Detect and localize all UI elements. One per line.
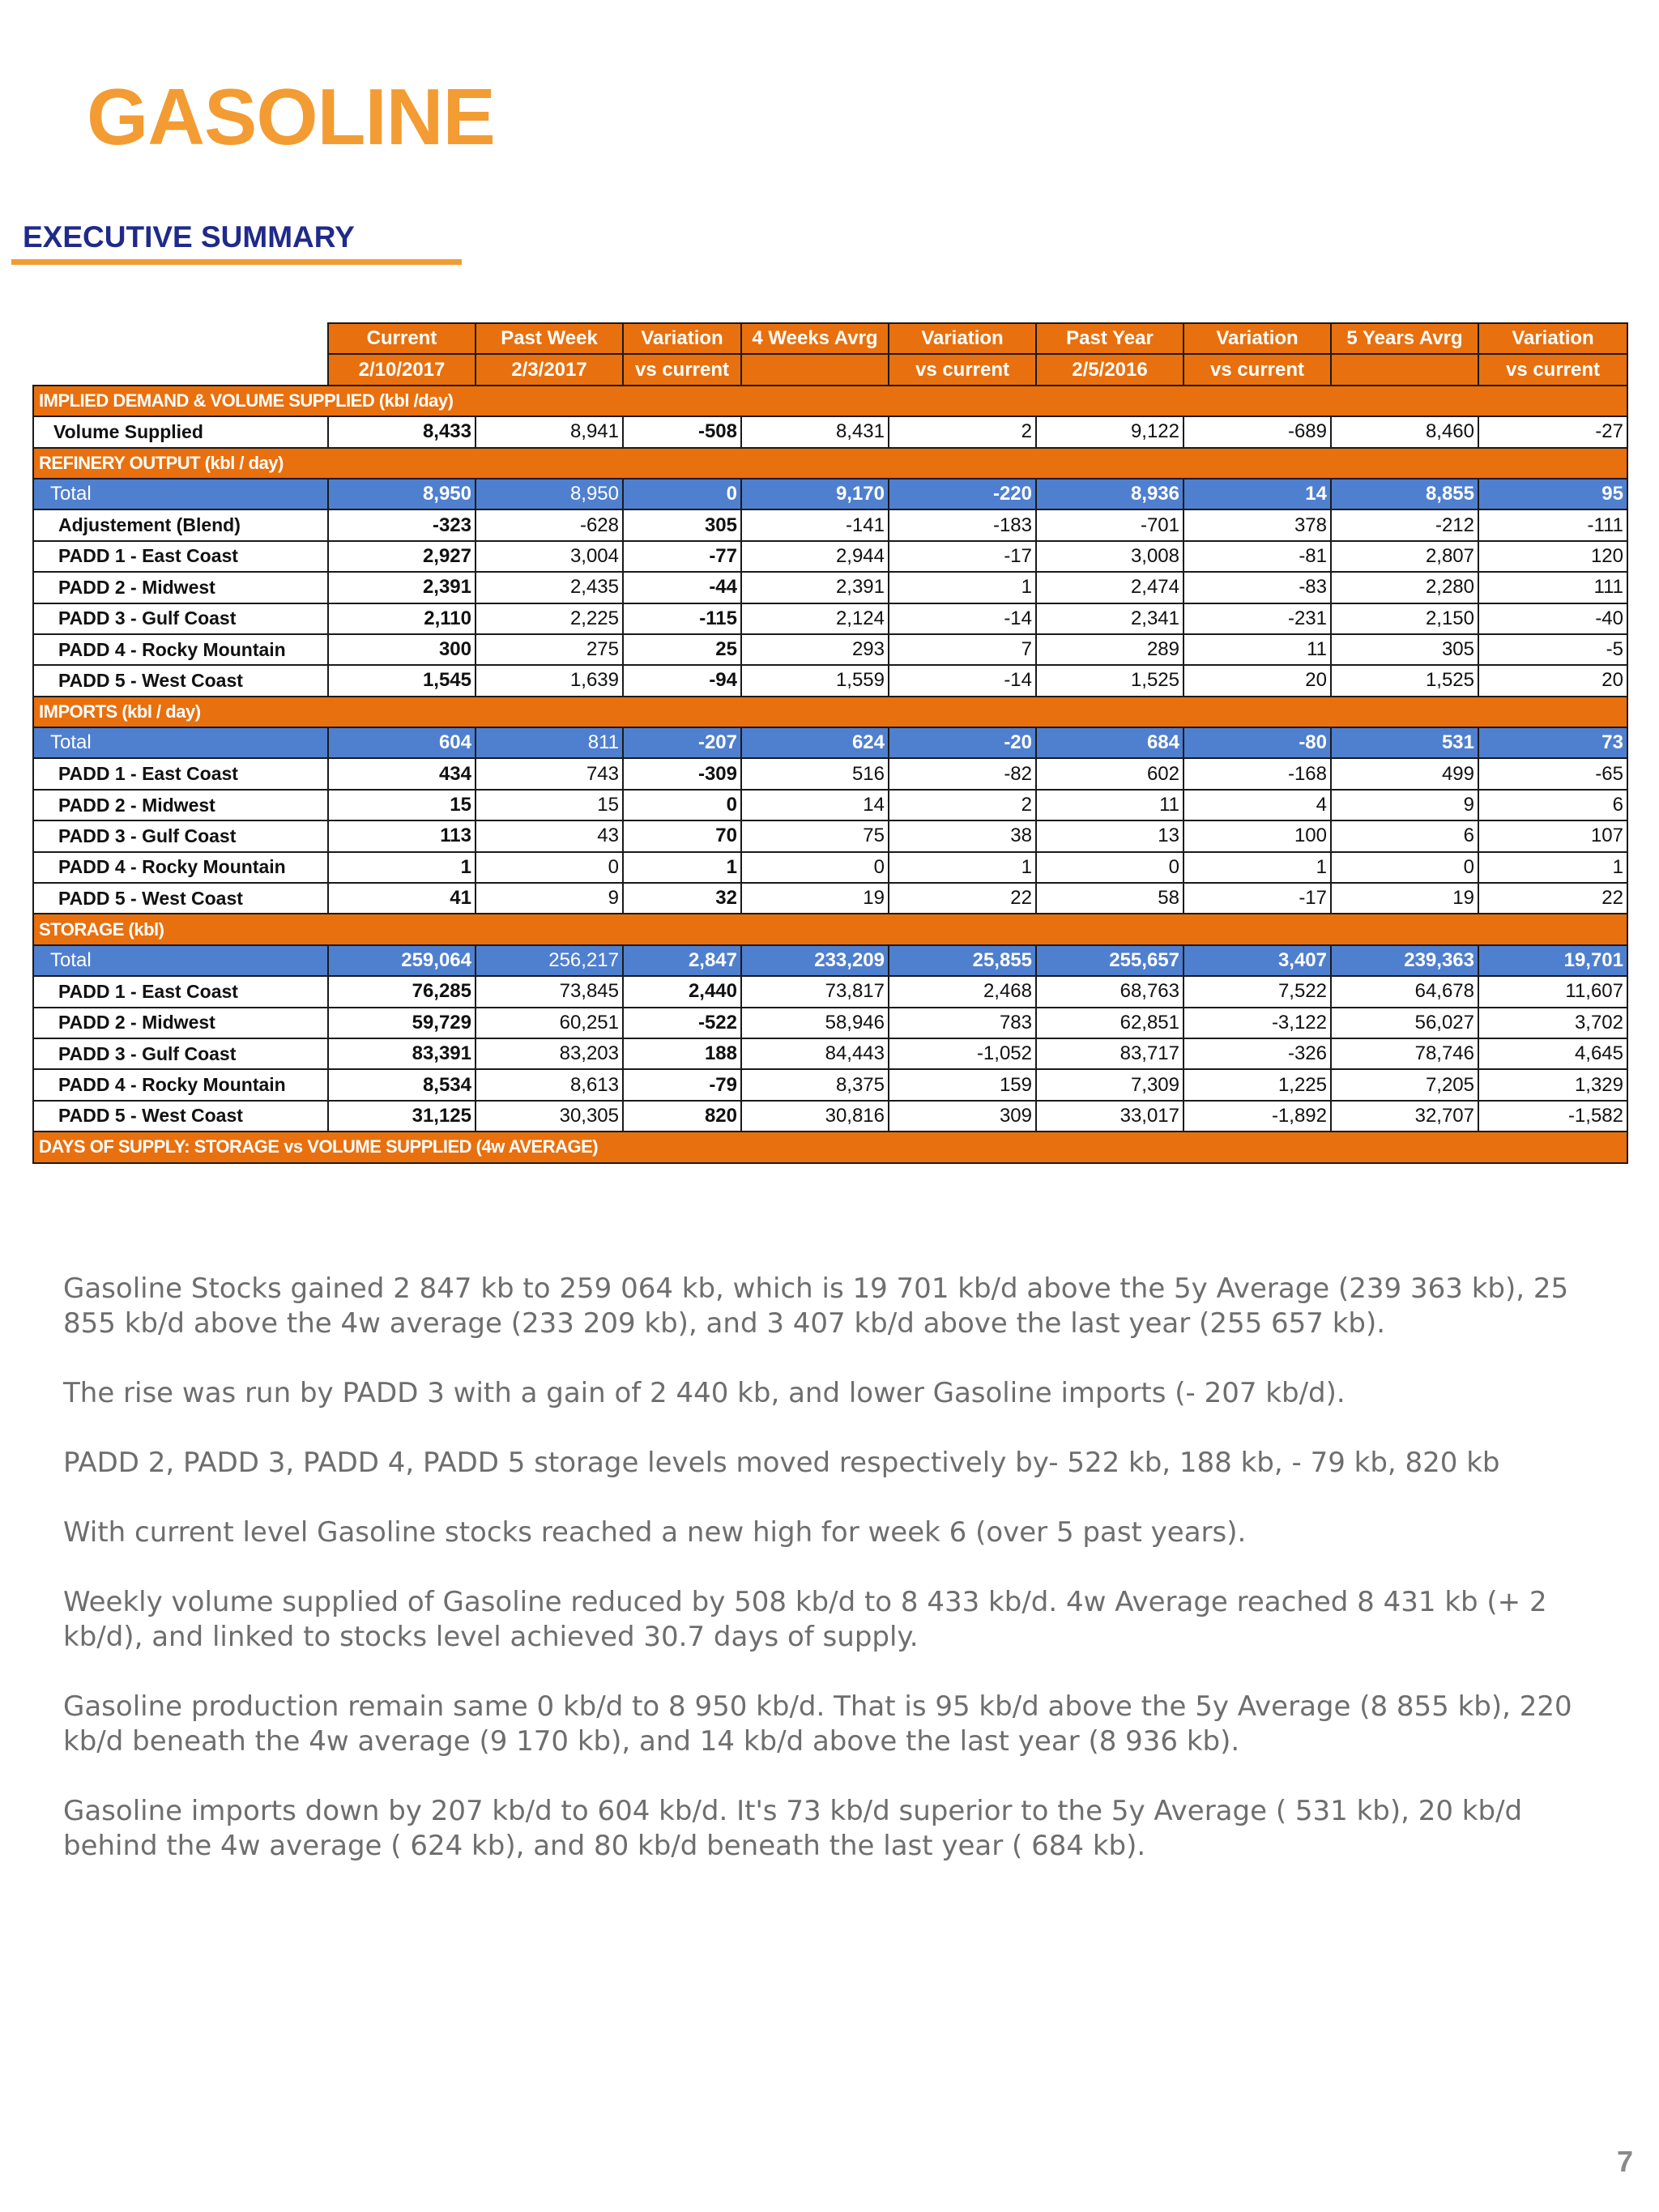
- table-cell: 120: [1478, 541, 1627, 572]
- table-cell: 2,391: [741, 572, 889, 603]
- summary-table: [32, 322, 1628, 1164]
- table-cell: 9: [1331, 790, 1478, 820]
- table-cell: 58: [1036, 883, 1183, 914]
- table-cell: 78,746: [1331, 1038, 1478, 1069]
- summary-paragraph: The rise was run by PADD 3 with a gain of 2 440 kb, and lower Gasoline imports (- 207 kb/d).: [63, 1377, 1346, 1409]
- row-label: PADD 1 - East Coast: [33, 976, 328, 1007]
- row-label: PADD 4 - Rocky Mountain: [33, 1069, 328, 1100]
- table-cell: 83,203: [476, 1038, 623, 1069]
- table-cell: -522: [623, 1008, 741, 1038]
- table-cell: 1,329: [1478, 1069, 1627, 1100]
- row-label: PADD 2 - Midwest: [33, 1008, 328, 1038]
- table-cell: -5: [1478, 634, 1627, 665]
- table-cell: 1: [889, 852, 1036, 883]
- table-cell: -27: [1478, 416, 1627, 447]
- table-cell: 68,763: [1036, 976, 1183, 1007]
- table-cell: 2,341: [1036, 603, 1183, 634]
- table-cell: 309: [889, 1101, 1036, 1132]
- table-cell: 7,522: [1183, 976, 1331, 1007]
- table-cell: 76,285: [328, 976, 476, 1007]
- table-cell: 83,717: [1036, 1038, 1183, 1069]
- table-cell: 8,433: [328, 416, 476, 447]
- table-cell: 107: [1478, 820, 1627, 851]
- table-row: [33, 883, 1627, 914]
- table-cell: 256,217: [476, 945, 623, 976]
- table-cell: 11: [1183, 634, 1331, 665]
- column-subheader: vs current: [623, 354, 741, 385]
- table-cell: 60,251: [476, 1008, 623, 1038]
- table-row: [33, 790, 1627, 820]
- table-cell: 2,468: [889, 976, 1036, 1007]
- table-cell: 1,545: [328, 665, 476, 696]
- column-subheader: vs current: [1183, 354, 1331, 385]
- table-cell: 0: [623, 790, 741, 820]
- column-subheader: 2/10/2017: [328, 354, 476, 385]
- table-cell: -220: [889, 479, 1036, 509]
- table-cell: 188: [623, 1038, 741, 1069]
- row-label: Total: [33, 945, 328, 976]
- table-cell: 0: [1036, 852, 1183, 883]
- table-cell: 8,431: [741, 416, 889, 447]
- table-cell: -168: [1183, 758, 1331, 789]
- table-row: [33, 665, 1627, 696]
- table-cell: 4: [1183, 790, 1331, 820]
- total-row: [33, 727, 1627, 758]
- table-cell: 22: [1478, 883, 1627, 914]
- table-cell: 305: [623, 509, 741, 540]
- table-cell: -207: [623, 727, 741, 758]
- table-cell: 239,363: [1331, 945, 1478, 976]
- table-cell: 289: [1036, 634, 1183, 665]
- table-cell: -80: [1183, 727, 1331, 758]
- table-cell: 33,017: [1036, 1101, 1183, 1132]
- table-cell: 95: [1478, 479, 1627, 509]
- table-cell: 255,657: [1036, 945, 1183, 976]
- table-cell: 84,443: [741, 1038, 889, 1069]
- header-spacer: [33, 323, 328, 354]
- table-cell: 2: [889, 416, 1036, 447]
- row-label: PADD 5 - West Coast: [33, 1101, 328, 1132]
- table-cell: 2,150: [1331, 603, 1478, 634]
- column-subheader: vs current: [889, 354, 1036, 385]
- table-cell: 56,027: [1331, 1008, 1478, 1038]
- table-cell: 259,064: [328, 945, 476, 976]
- table-cell: -326: [1183, 1038, 1331, 1069]
- table-cell: -77: [623, 541, 741, 572]
- row-label: Total: [33, 727, 328, 758]
- table-cell: 0: [623, 479, 741, 509]
- table-cell: 25: [623, 634, 741, 665]
- table-cell: 1,559: [741, 665, 889, 696]
- row-label: PADD 5 - West Coast: [33, 665, 328, 696]
- table-cell: -628: [476, 509, 623, 540]
- table-cell: 1: [1183, 852, 1331, 883]
- subheader-row: [33, 354, 1627, 385]
- section-heading: EXECUTIVE SUMMARY: [23, 220, 355, 254]
- summary-paragraph: PADD 2, PADD 3, PADD 4, PADD 5 storage levels moved respectively by- 522 kb, 188 kb, - 79 kb, 820 kb: [63, 1447, 1500, 1479]
- column-header: Variation: [1183, 323, 1331, 354]
- table-cell: 2,391: [328, 572, 476, 603]
- column-header: Past Week: [476, 323, 623, 354]
- table-cell: 293: [741, 634, 889, 665]
- table-cell: 8,855: [1331, 479, 1478, 509]
- table-cell: -323: [328, 509, 476, 540]
- table-row: [33, 1069, 1627, 1100]
- row-label: PADD 1 - East Coast: [33, 541, 328, 572]
- table-cell: 22: [889, 883, 1036, 914]
- table-cell: -17: [1183, 883, 1331, 914]
- table-cell: 73,817: [741, 976, 889, 1007]
- table-cell: 1: [1478, 852, 1627, 883]
- table-cell: 70: [623, 820, 741, 851]
- column-subheader: [741, 354, 889, 385]
- section-row: [33, 1132, 1627, 1162]
- table-cell: -689: [1183, 416, 1331, 447]
- table-cell: 1,525: [1331, 665, 1478, 696]
- summary-paragraph: With current level Gasoline stocks reached a new high for week 6 (over 5 past years).: [63, 1516, 1247, 1549]
- row-label: Adjustement (Blend): [33, 509, 328, 540]
- table-cell: -3,122: [1183, 1008, 1331, 1038]
- table-cell: 19: [741, 883, 889, 914]
- table-cell: 233,209: [741, 945, 889, 976]
- table-cell: 2,435: [476, 572, 623, 603]
- table-row: [33, 509, 1627, 540]
- column-header: 4 Weeks Avrg: [741, 323, 889, 354]
- table-cell: 2,474: [1036, 572, 1183, 603]
- table-cell: 64,678: [1331, 976, 1478, 1007]
- table-cell: -14: [889, 603, 1036, 634]
- column-header: Current: [328, 323, 476, 354]
- table-row: [33, 634, 1627, 665]
- table-cell: 32: [623, 883, 741, 914]
- table-cell: 25,855: [889, 945, 1036, 976]
- table-row: [33, 1038, 1627, 1069]
- table-cell: -79: [623, 1069, 741, 1100]
- table-cell: 2,807: [1331, 541, 1478, 572]
- row-label: Volume Supplied: [33, 416, 328, 447]
- header-spacer: [33, 354, 328, 385]
- table-row: [33, 852, 1627, 883]
- table-cell: 15: [476, 790, 623, 820]
- table-cell: 19,701: [1478, 945, 1627, 976]
- row-label: PADD 3 - Gulf Coast: [33, 820, 328, 851]
- table-cell: 3,407: [1183, 945, 1331, 976]
- page-title: GASOLINE: [87, 72, 495, 161]
- section-title: IMPORTS (kbl / day): [33, 697, 1627, 727]
- table-cell: 4,645: [1478, 1038, 1627, 1069]
- table-cell: -115: [623, 603, 741, 634]
- table-cell: 499: [1331, 758, 1478, 789]
- table-cell: 8,936: [1036, 479, 1183, 509]
- table-cell: -1,052: [889, 1038, 1036, 1069]
- table-cell: 7: [889, 634, 1036, 665]
- table-cell: -1,892: [1183, 1101, 1331, 1132]
- column-subheader: 2/5/2016: [1036, 354, 1183, 385]
- table-cell: 6: [1331, 820, 1478, 851]
- table-cell: 73,845: [476, 976, 623, 1007]
- section-title: IMPLIED DEMAND & VOLUME SUPPLIED (kbl /day): [33, 386, 1627, 416]
- table-cell: 13: [1036, 820, 1183, 851]
- section-row: [33, 914, 1627, 944]
- table-cell: 811: [476, 727, 623, 758]
- table-cell: 624: [741, 727, 889, 758]
- table-cell: -701: [1036, 509, 1183, 540]
- table-cell: 113: [328, 820, 476, 851]
- table-row: [33, 1008, 1627, 1038]
- row-label: PADD 3 - Gulf Coast: [33, 1038, 328, 1069]
- section-row: [33, 386, 1627, 416]
- table-cell: 9,170: [741, 479, 889, 509]
- table-cell: 2,110: [328, 603, 476, 634]
- table-cell: 100: [1183, 820, 1331, 851]
- section-row: [33, 448, 1627, 479]
- table-cell: 300: [328, 634, 476, 665]
- table-cell: 11,607: [1478, 976, 1627, 1007]
- table-cell: 9: [476, 883, 623, 914]
- table-row: [33, 572, 1627, 603]
- table-cell: 30,816: [741, 1101, 889, 1132]
- table-cell: 516: [741, 758, 889, 789]
- table-cell: 2,280: [1331, 572, 1478, 603]
- table-cell: 73: [1478, 727, 1627, 758]
- table-cell: 2,944: [741, 541, 889, 572]
- table-cell: -1,582: [1478, 1101, 1627, 1132]
- table-cell: 0: [476, 852, 623, 883]
- table-cell: 14: [1183, 479, 1331, 509]
- section-title: STORAGE (kbl): [33, 914, 1627, 944]
- table-cell: 59,729: [328, 1008, 476, 1038]
- table-cell: -83: [1183, 572, 1331, 603]
- table-cell: 7,309: [1036, 1069, 1183, 1100]
- table-cell: -94: [623, 665, 741, 696]
- table-cell: 38: [889, 820, 1036, 851]
- table-cell: 2,225: [476, 603, 623, 634]
- row-label: PADD 2 - Midwest: [33, 790, 328, 820]
- table-cell: 1: [623, 852, 741, 883]
- table-cell: -20: [889, 727, 1036, 758]
- table-cell: 783: [889, 1008, 1036, 1038]
- row-label: PADD 3 - Gulf Coast: [33, 603, 328, 634]
- table-row: [33, 758, 1627, 789]
- table-cell: 305: [1331, 634, 1478, 665]
- column-header: Past Year: [1036, 323, 1183, 354]
- table-cell: 75: [741, 820, 889, 851]
- total-row: [33, 945, 1627, 976]
- table-cell: -44: [623, 572, 741, 603]
- page-number: 7: [1616, 2145, 1633, 2178]
- table-cell: 15: [328, 790, 476, 820]
- table-cell: 20: [1478, 665, 1627, 696]
- heading-underline: [11, 259, 462, 265]
- table-cell: 275: [476, 634, 623, 665]
- table-cell: 58,946: [741, 1008, 889, 1038]
- table-cell: 159: [889, 1069, 1036, 1100]
- table-cell: 820: [623, 1101, 741, 1132]
- section-row: [33, 697, 1627, 727]
- table-cell: 14: [741, 790, 889, 820]
- table-cell: 1,639: [476, 665, 623, 696]
- summary-text: [63, 1272, 1602, 1899]
- table-cell: 3,008: [1036, 541, 1183, 572]
- table-cell: 2,847: [623, 945, 741, 976]
- table-cell: 9,122: [1036, 416, 1183, 447]
- row-label: Total: [33, 479, 328, 509]
- table-cell: 0: [741, 852, 889, 883]
- table-cell: 8,950: [476, 479, 623, 509]
- table-cell: 684: [1036, 727, 1183, 758]
- table-cell: 62,851: [1036, 1008, 1183, 1038]
- table-cell: 7,205: [1331, 1069, 1478, 1100]
- summary-paragraph: Gasoline production remain same 0 kb/d to 8 950 kb/d. That is 95 kb/d above the 5y Average (8 855 kb), 220 kb/d beneath the 4w average (9 170 kb), and 14 kb/d above the last year (8 936 kb).: [63, 1690, 1572, 1758]
- column-header: Variation: [623, 323, 741, 354]
- table-cell: 1: [889, 572, 1036, 603]
- table-cell: -65: [1478, 758, 1627, 789]
- table-cell: 3,702: [1478, 1008, 1627, 1038]
- table-cell: 2,440: [623, 976, 741, 1007]
- table-cell: -508: [623, 416, 741, 447]
- table-cell: -309: [623, 758, 741, 789]
- table-cell: 8,941: [476, 416, 623, 447]
- table-cell: 434: [328, 758, 476, 789]
- table-cell: -183: [889, 509, 1036, 540]
- table-row: [33, 1101, 1627, 1132]
- summary-paragraph: Weekly volume supplied of Gasoline reduced by 508 kb/d to 8 433 kb/d. 4w Average reached 8 431 kb (+ 2 kb/d), and linked to stocks level achieved 30.7 days of supply.: [63, 1586, 1547, 1653]
- table-cell: 111: [1478, 572, 1627, 603]
- table-cell: 378: [1183, 509, 1331, 540]
- table-cell: 8,534: [328, 1069, 476, 1100]
- column-subheader: 2/3/2017: [476, 354, 623, 385]
- table-cell: 1,225: [1183, 1069, 1331, 1100]
- table-cell: -111: [1478, 509, 1627, 540]
- table-cell: -17: [889, 541, 1036, 572]
- table-cell: 8,950: [328, 479, 476, 509]
- table-cell: -14: [889, 665, 1036, 696]
- table-cell: -81: [1183, 541, 1331, 572]
- row-label: PADD 4 - Rocky Mountain: [33, 634, 328, 665]
- total-row: [33, 479, 1627, 509]
- table-cell: 2: [889, 790, 1036, 820]
- summary-paragraph: Gasoline Stocks gained 2 847 kb to 259 064 kb, which is 19 701 kb/d above the 5y Average (239 363 kb), 25 855 kb/d above the 4w average (233 209 kb), and 3 407 kb/d above the last year (255 657 kb).: [63, 1272, 1569, 1340]
- table-cell: 8,375: [741, 1069, 889, 1100]
- table-row: [33, 416, 1627, 447]
- table-cell: 531: [1331, 727, 1478, 758]
- column-header: Variation: [889, 323, 1036, 354]
- table-row: [33, 603, 1627, 634]
- table-cell: 19: [1331, 883, 1478, 914]
- row-label: PADD 1 - East Coast: [33, 758, 328, 789]
- table-cell: 743: [476, 758, 623, 789]
- table-row: [33, 541, 1627, 572]
- table-row: [33, 820, 1627, 851]
- table-cell: 31,125: [328, 1101, 476, 1132]
- table-cell: 43: [476, 820, 623, 851]
- table-cell: 602: [1036, 758, 1183, 789]
- table-cell: 8,460: [1331, 416, 1478, 447]
- table-row: [33, 976, 1627, 1007]
- header-row: [33, 323, 1627, 354]
- table-cell: -231: [1183, 603, 1331, 634]
- row-label: PADD 4 - Rocky Mountain: [33, 852, 328, 883]
- table-cell: -82: [889, 758, 1036, 789]
- table-cell: 604: [328, 727, 476, 758]
- table-cell: 30,305: [476, 1101, 623, 1132]
- table-cell: -40: [1478, 603, 1627, 634]
- table-cell: 8,613: [476, 1069, 623, 1100]
- table-cell: 83,391: [328, 1038, 476, 1069]
- table-cell: 6: [1478, 790, 1627, 820]
- table-cell: -141: [741, 509, 889, 540]
- table-cell: 11: [1036, 790, 1183, 820]
- table-cell: 41: [328, 883, 476, 914]
- table-cell: 1,525: [1036, 665, 1183, 696]
- section-title: DAYS OF SUPPLY: STORAGE vs VOLUME SUPPLIED (4w AVERAGE): [33, 1132, 1627, 1162]
- row-label: PADD 5 - West Coast: [33, 883, 328, 914]
- column-header: Variation: [1478, 323, 1627, 354]
- table-cell: 1: [328, 852, 476, 883]
- row-label: PADD 2 - Midwest: [33, 572, 328, 603]
- table-cell: -212: [1331, 509, 1478, 540]
- column-subheader: vs current: [1478, 354, 1627, 385]
- summary-paragraph: Gasoline imports down by 207 kb/d to 604 kb/d. It's 73 kb/d superior to the 5y Average ( 531 kb), 20 kb/d behind the 4w average ( 624 kb), and 80 kb/d beneath the last year ( 684 kb).: [63, 1795, 1523, 1862]
- column-subheader: [1331, 354, 1478, 385]
- section-title: REFINERY OUTPUT (kbl / day): [33, 448, 1627, 479]
- table-cell: 2,927: [328, 541, 476, 572]
- table-cell: 0: [1331, 852, 1478, 883]
- table-cell: 32,707: [1331, 1101, 1478, 1132]
- table-cell: 20: [1183, 665, 1331, 696]
- table-cell: 2,124: [741, 603, 889, 634]
- column-header: 5 Years Avrg: [1331, 323, 1478, 354]
- table-cell: 3,004: [476, 541, 623, 572]
